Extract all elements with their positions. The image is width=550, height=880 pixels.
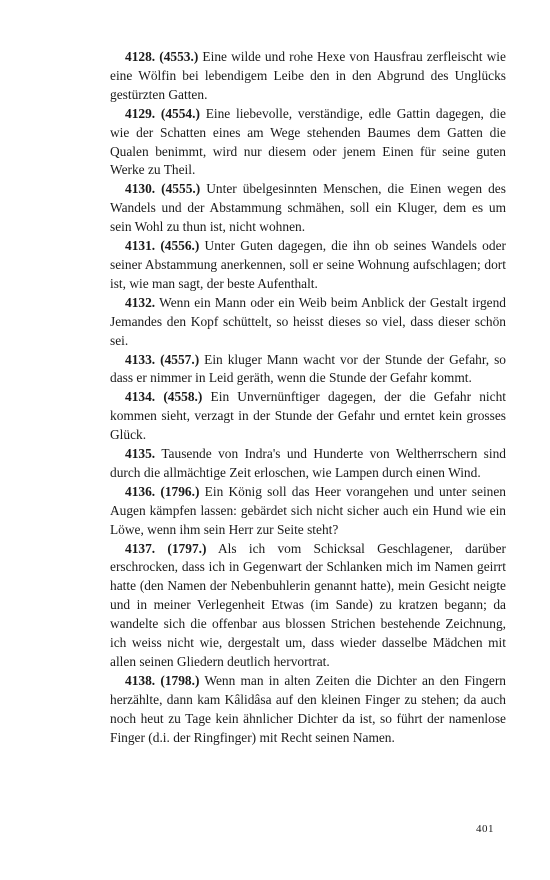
entry-reference: (4553.)	[159, 49, 199, 64]
entry-number: 4129.	[125, 105, 156, 121]
entry-text: Wenn man in alten Zeiten die Dichter an den Fingern herzählte, dann kam Kâlidâsa auf den kleinen Finger zu stehen; da auch noch heut zu Tage kein ähnlicher Dichter da ist, so führt der namenlose Finger (d.i. der Ringfinger) mit Recht seinen Namen.	[110, 672, 506, 745]
entry-reference: (4554.)	[160, 105, 200, 121]
entry-reference: (4557.)	[160, 351, 200, 367]
page-body	[110, 48, 506, 748]
verse-entry-4134	[110, 388, 506, 445]
entry-reference: (1797.)	[167, 540, 207, 556]
verse-entry-4135	[110, 445, 506, 483]
entry-number: 4136.	[125, 483, 156, 499]
entry-number: 4131.	[125, 238, 156, 254]
entry-number: 4132.	[125, 294, 156, 310]
verse-entry-4138	[110, 672, 506, 748]
entry-reference: (1798.)	[160, 672, 200, 688]
verse-entry-4133	[110, 351, 506, 389]
entry-text: Ein Unvernünftiger dagegen, der die Gefahr nicht kommen sieht, verzagt in der Stunde der Gefahr und erntet kein grosses Glück.	[110, 389, 507, 443]
page-number: 401	[476, 823, 494, 835]
entry-text: Als ich vom Schicksal Geschlagener, darüber erschrocken, dass ich in Gegenwart der Schlanken mich im Namen geirrt hatte (den Namen der Nebenbuhlerin genannt hatte), mein Gesicht neigte und in meiner Verlegenheit Etwas (im Sande) zu kratzen begann; da wandelte sich die offenbar aus blossen Strichen bestehende Zeichnung, ich weiss nicht wie, dergestalt um, dass wieder dasselbe Mädchen mit allen seinen Gliedern deutlich hervortrat.	[110, 540, 506, 669]
entry-text: Eine liebevolle, verständige, edle Gattin dagegen, die wie der Schatten eines am Wege stehenden Baumes dem Gatten die Qualen benimmt, wird nur diesem oder jenem Einen für seine guten Werke zu Theil.	[110, 105, 506, 178]
entry-number: 4137.	[125, 540, 156, 556]
entry-number: 4130.	[125, 181, 156, 197]
entry-number: 4133.	[125, 351, 156, 367]
entry-reference: (4556.)	[160, 238, 200, 254]
entry-reference: (4558.)	[163, 389, 203, 405]
verse-entry-4131	[110, 237, 506, 294]
entry-number: 4134.	[125, 389, 156, 405]
verse-entry-4132	[110, 294, 506, 351]
entry-text: Eine wilde und rohe Hexe von Hausfrau zerfleischt wie eine Wölfin bei lebendigem Leibe den in den Abgrund des Unglücks gestürzten Gatten.	[110, 49, 506, 102]
verse-entry-4136	[110, 483, 506, 540]
verse-entry-4129	[110, 105, 506, 181]
entry-text: Ein König soll das Heer vorangehen und unter seinen Augen kämpfen lassen: gebärdet sich nicht sicher auch ein Hund wie ein Löwe, wenn ihm sein Herr zur Seite steht?	[110, 483, 506, 537]
entry-text: Unter übelgesinnten Menschen, die Einen wegen des Wandels und der Abstammung schmähen, soll ein Kluger, dem es um sein Wohl zu thun ist, nicht wohnen.	[110, 181, 506, 235]
verse-entry-4128	[110, 48, 506, 105]
entry-text: Ein kluger Mann wacht vor der Stunde der Gefahr, so dass er nimmer in Leid geräth, wenn die Stunde der Gefahr kommt.	[110, 351, 506, 386]
entry-number: 4135.	[125, 446, 156, 462]
entry-text: Wenn ein Mann oder ein Weib beim Anblick der Gestalt irgend Jemandes den Kopf schüttelt, so heisst dieses so viel, dass dieser schön sei.	[110, 294, 506, 348]
entry-reference: (4555.)	[161, 181, 201, 197]
entry-reference: (1796.)	[160, 483, 200, 499]
entry-text: Unter Guten dagegen, die ihn ob seines Wandels oder seiner Abstammung anerkennen, soll er seine Wohnung aufschlagen; dort ist, wie man sagt, der beste Aufenthalt.	[110, 238, 506, 291]
entry-number: 4128.	[125, 49, 156, 64]
entry-text: Tausende von Indra's und Hunderte von Weltherrschern sind durch die allmächtige Zeit erloschen, wie Lampen durch einen Wind.	[110, 446, 507, 480]
verse-entry-4137	[110, 540, 506, 672]
verse-entry-4130	[110, 180, 506, 237]
entry-number: 4138.	[125, 672, 156, 688]
